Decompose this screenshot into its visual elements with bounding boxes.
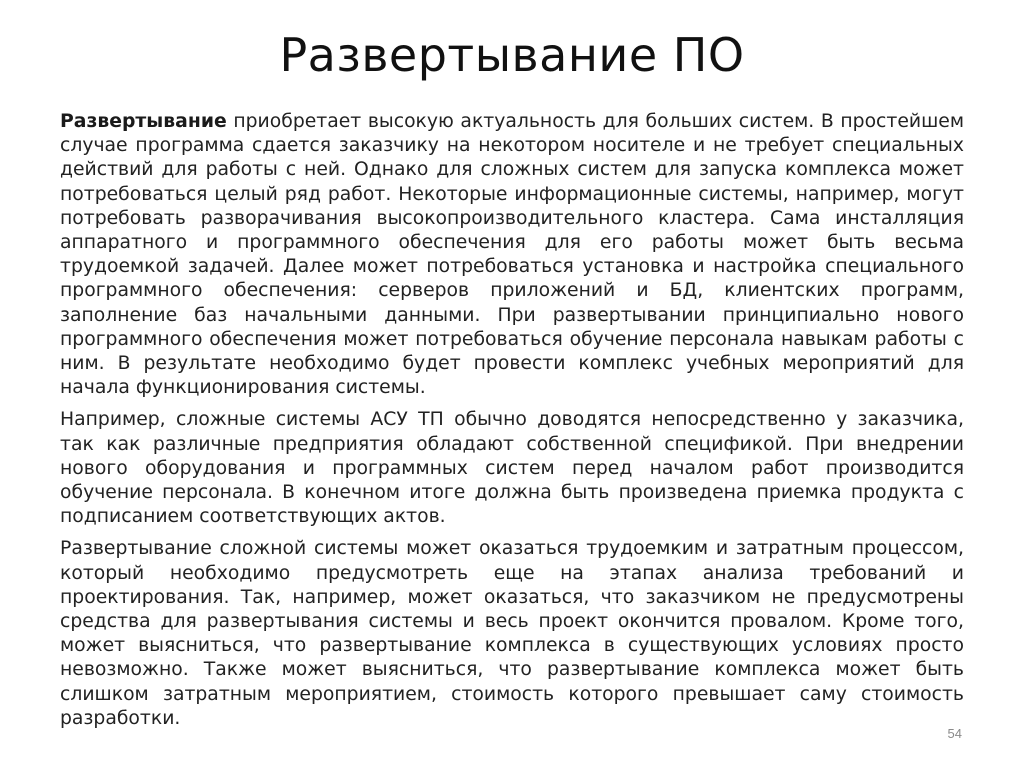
paragraph-1-text: приобретает высокую актуальность для больших систем. В простейшем случае программа сдается заказчику на некотором носителе и не требует специальных действий для работы с ней. Однако для сложных систем для запуска комплекса может потребоваться целый ряд работ. Некоторые информационные системы, например, могут потребовать разворачивания высокопроизводительного кластера. Сама инсталляция аппаратного и программного обеспечения для его работы может быть весьма трудоемкой задачей. Далее может потребоваться установка и настройка специального программного обеспечения: серверов приложений и БД, клиентских программ, заполнение баз начальными данными. При развертывании принципиально нового программного обеспечения может потребоваться обучение персонала навыкам работы с ним. В результате необходимо будет провести комплекс учебных мероприятий для начала функционирования системы.	[60, 111, 964, 399]
slide-title: Развертывание ПО	[279, 28, 745, 82]
paragraph-1-lead-term: Развертывание	[60, 111, 227, 132]
page-number: 54	[947, 726, 962, 741]
slide-body	[60, 110, 964, 739]
paragraph-2	[60, 408, 964, 529]
paragraph-3	[60, 537, 964, 731]
paragraph-3-text: Развертывание сложной системы может оказаться трудоемким и затратным процессом, который необходимо предусмотреть еще на этапах анализа требований и проектирования. Так, например, может оказаться, что заказчиком не предусмотрены средства для развертывания системы и весь проект окончится провалом. Кроме того, может выясниться, что развертывание комплекса в существующих условиях просто невозможно. Также может выясниться, что развертывание комплекса может быть слишком затратным мероприятием, стоимость которого превышает саму стоимость разработки.	[60, 538, 964, 729]
paragraph-1	[60, 110, 964, 400]
paragraph-2-text: Например, сложные системы АСУ ТП обычно доводятся непосредственно у заказчика, так как различные предприятия обладают собственной спецификой. При внедрении нового оборудования и программных систем перед началом работ производится обучение персонала. В конечном итоге должна быть произведена приемка продукта с подписанием соответствующих актов.	[60, 409, 964, 528]
